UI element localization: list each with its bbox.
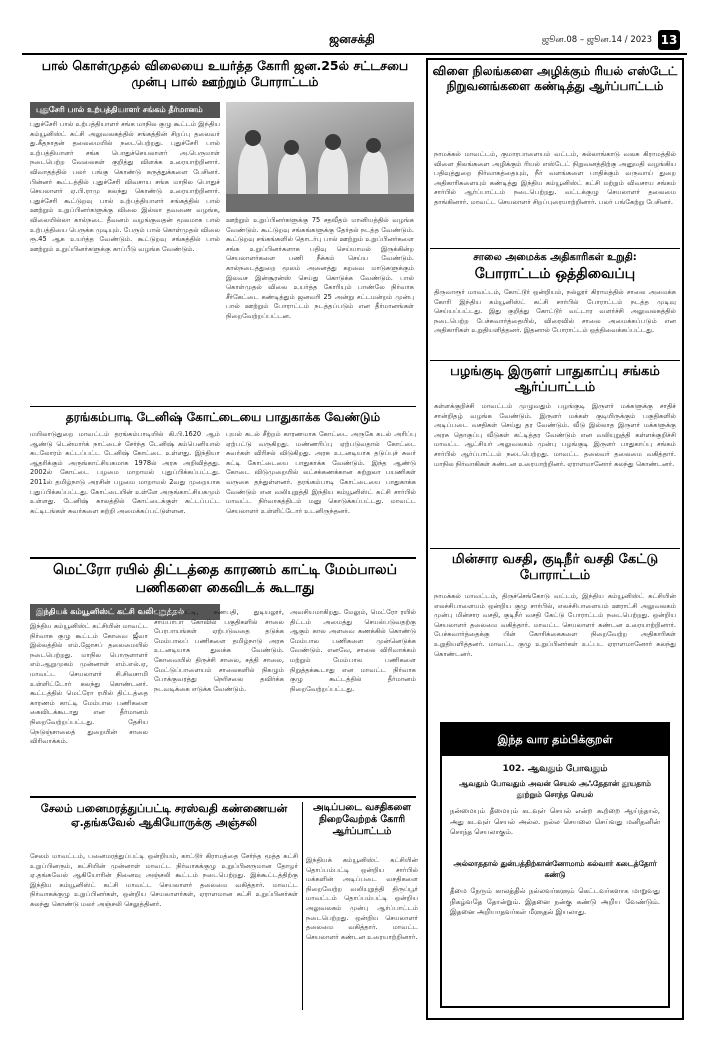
saravathi-headline: சேலம் பனைமரத்துப்பட்டி சரஸ்வதி கண்ணையன் ஏ.தங்கவேல் ஆகியோருக்கு அஞ்சலி — [40, 802, 288, 829]
real-estate-headline: விளை நிலங்களை அழிக்கும் ரியல் எஸ்டேட் நிறுவனங்களை கண்டித்து ஆர்ப்பாட்டம் — [432, 64, 678, 93]
tribal-body: கள்ளக்குறிச்சி மாவட்டம் முழுவதும் பழங்குடி இருளர் மக்களுக்கு சாதிச் சான்றிதழ் வழங்க வேண்டும். இருளர் மக்கள் குடியிருக்கும் பகுதிகளில் அடிப்படை வசதிகள் செய்து தர வேண்டும். வீடு இல்லாத இருளர் மக்களுக்கு அரசு தொகுப்பு வீடுகள் கட்டித்தர வேண்டும் என வலியுறுத்தி கள்ளக்குறிச்சி மாவட்ட ஆட்சியர் அலுவலகம் முன்பு பழங்குடி இருளர் பாதுகாப்பு சங்கம் சார்பில் ஆர்ப்பாட்டம் நடைபெற்றது. மாவட்ட தலைவர் தலைமை வகித்தார். மாநில நிர்வாகிகள் கண்டன உரையாற்றினர். ஏராளமானோர் கலந்து கொண்டனர். — [434, 402, 676, 468]
divider-r3 — [430, 548, 680, 549]
road-headline: போராட்டம் ஒத்திவைப்பு — [474, 266, 636, 282]
divider-3 — [30, 796, 416, 798]
kural-number: 102. ஆவதும் போவதும் — [502, 764, 608, 774]
kural-verse-1: ஆவதும் போவதும் அவன் செயல் அஃதேதான் தூயதாம் தூற்றும் சொந்த செயல் — [459, 779, 651, 799]
masthead-rule — [22, 53, 687, 55]
power-headline: மின்சார வசதி, குடிநீர் வசதி கேட்டு போராட்டம் — [451, 552, 659, 584]
metro-banner: இந்தியக் கம்யூனிஸ்ட் கட்சி வலியுறுத்தல் — [30, 604, 220, 620]
road-body: திருவாரூர் மாவட்டம், கோட்டூர் ஒன்றியம், நல்லூர் கிராமத்தில் சாலை அமைக்க கோரி இந்திய கம்யூனிஸ்ட் கட்சி சார்பில் போராட்டம் நடத்த முடிவு செய்யப்பட்டது. இது குறித்து கோட்டூர் வட்டார வளர்ச்சி அலுவலகத்தில் நடைபெற்ற பேச்சுவார்த்தையில், விரைவில் சாலை அமைக்கப்படும் என அதிகாரிகள் உறுதியளித்தனர். இதனால் போராட்டம் ஒத்திவைக்கப்பட்டது. — [434, 288, 676, 335]
metro-headline: மெட்ரோ ரயில் திட்டத்தை காரணம் காட்டி மேம்பாலப் பணிகளை கைவிடக் கூடாது — [52, 562, 397, 596]
kural-box — [440, 722, 670, 1008]
basic-body: இந்தியக் கம்யூனிஸ்ட் கட்சியின் தொப்பம்பட்டி ஒன்றிய சார்பில் மக்களின் அடிப்படை வசதிகளை நிறைவேற்ற வலியுறுத்தி திருப்பூர் மாவட்டம் தொப்பம்பட்டி ஒன்றிய அலுவலகம் முன்பு ஆர்ப்பாட்டம் நடைபெற்றது. ஒன்றிய செயலாளர் தலைமை வகித்தார். மாவட்ட செயலாளர் கண்டன உரையாற்றினார். — [306, 856, 418, 941]
kural-verse-2: அல்லாததால் துன்பத்திற்கான்னோமாம் கல்வார் கடைத்தோர் கண்டு — [453, 859, 657, 879]
basic-headline: அடிப்படை வசதிகளை நிறைவேற்றக் கோரி ஆர்ப்பாட்டம் — [313, 802, 411, 837]
tennis-col1: மயிலாடுதுறை மாவட்டம் தரங்கம்பாடியில் கி.பி.1620 ஆம் ஆண்டு டென்மார்க் நாட்டைச் சேர்ந்த டேனிஷ் கம்பெனியால் கடலோரம் கட்டப்பட்ட டேனிஷ் கோட்டை உள்ளது. இந்தியா ஆதரிக்கும் அருங்காட்சியகமாக 1978ல் அரசு அறிவித்தது. 2002ல் கோட்டை பழமை மாறாமல் புதுப்பிக்கப்பட்டது. 2011ல் தமிழ்நாடு அரசின் பழமை மாறாமல் 2வது முறையாக புதுப்பிக்கப்பட்டது. கோட்டையின் உள்ளே அருங்காட்சியகமும் உள்ளது. டேனிஷ் காலத்தில் கோட்டைக்குள் கட்டப்பட்ட கட்டிடங்கள் சுவர்களை சுற்றி அமைக்கப்பட்டுள்ளன. — [30, 430, 220, 515]
metro-col2: சரவணம்பட்டி, கணபதி, துடியலூர், சாய்பாபா கோவில் பகுதிகளில் சாலை பேரபாயங்கள் ஏற்படுவதை தடுக்க மேம்பாலப் பணிகளை தமிழ்நாடு அரசு உடனடியாக துவக்க வேண்டும். கோவையில் திருச்சி சாலை, சத்தி சாலை, மேட்டுப்பாளையம் சாலைகளில் நிகழும் போக்குவரத்து நெரிசலை தவிர்க்க நடவடிக்கை எடுக்க வேண்டும். — [154, 608, 284, 693]
tennis-col2: புயல் கடல் சீற்றம் காரணமாக கோட்டை அருகே கடல் அரிப்பு ஏற்பட்டு வருகிறது. மண்ணரிப்பு ஏற்படுவதால் கோட்டை சுவர்கள் விரிசல் விடுகிறது. அரசு உடனடியாக தடுப்புச் சுவர் கட்டி கோட்டையை பாதுகாக்க வேண்டும். இந்த ஆண்டு கோடை விடுமுறையில் லட்சக்கணக்கான சுற்றுலா பயணிகள் வருகை தந்துள்ளனர். தரங்கம்பாடி கோட்டையை பாதுகாக்க வேண்டும் என வலியுறுத்தி இந்திய கம்யூனிஸ்ட் கட்சி சார்பில் மாவட்ட நிர்வாகத்திடம் மனு கொடுக்கப்பட்டது. மாவட்ட செயலாளர் உள்ளிட்டோர் உடனிருந்தனர். — [226, 430, 416, 515]
divider-r1 — [430, 248, 680, 249]
masthead — [22, 30, 687, 52]
kural-prose-2: தீமை நேரும் காலத்தில் நல்லவர்களும் கெட்டவர்களாக மாறுவது நிகழ்வதே தோன்றும். இதனை நன்கு கண்டு அறிய வேண்டும். இதனை அறியாதவர்கள் மீளுதல் இயலாது. — [450, 887, 660, 916]
paper-name: ஜனசக்தி — [329, 32, 375, 46]
milk-banner: புதுசேரி பால் உற்பத்தியாளர் சங்கம் தீர்மானம் — [30, 102, 220, 118]
tribal-headline: பழங்குடி இருளர் பாதுகாப்பு சங்கம் ஆர்ப்பாட்டம் — [450, 364, 660, 396]
road-headline-small: சாலை அமைக்க அதிகாரிகள் உறுதி: — [473, 252, 637, 263]
power-body: நாமக்கல் மாவட்டம், திருச்செங்கோடு வட்டம், இந்திய கம்யூனிஸ்ட் கட்சியின் எலச்சிபாளையம் ஒன்றிய குழு சார்பில், எலச்சிபாளையம் ஊராட்சி அலுவலகம் முன்பு மின்சார வசதி, குடிநீர் வசதி கேட்டு போராட்டம் நடைபெற்றது. ஒன்றிய செயலாளர் தலைமை வகித்தார். மாவட்ட செயலாளர் கண்டன உரையாற்றினார். பேச்சுவார்த்தைக்கு பின் கோரிக்கைகளை நிறைவேற்ற அதிகாரிகள் உறுதியளித்தனர். மாவட்ட குழு உறுப்பினர்கள் உட்பட ஏராளமானோர் கலந்து கொண்டனர். — [434, 592, 676, 658]
date-range: ஜூன.08 – ஜூன.14 / 2023 — [541, 35, 652, 45]
tennis-headline: தரங்கம்பாடி டேனிஷ் கோட்டையை பாதுகாக்க வேண்டும் — [65, 410, 381, 424]
saravathi-body: சேலம் மாவட்டம், பனைமரத்துப்பட்டி ஒன்றியம், காட்டூர் கிராமத்தை சேர்ந்த மூத்த கட்சி உறுப்பினரும், கட்சியின் முன்னாள் மாவட்ட நிர்வாகக்குழு உறுப்பினருமான தோழர் ஏ.தங்கவேல் ஆகியோரின் நினைவு அஞ்சலி கூட்டம் நடைபெற்றது. இக்கூட்டத்திற்கு இந்திய கம்யூனிஸ்ட் கட்சி மாவட்ட செயலாளர் தலைமை வகித்தார். மாவட்ட நிர்வாகக்குழு உறுப்பினர்கள், ஒன்றிய செயலாளர்கள், ஏராளமான கட்சி உறுப்பினர்கள் கலந்து கொண்டு மலர் அஞ்சலி செலுத்தினர். — [30, 852, 298, 908]
divider-r2 — [430, 360, 680, 361]
metro-col3: அவசியமாகிறது. மேலும், மெட்ரோ ரயில் திட்டம் அமைத்து செயல்படுவதற்கு ஆகும் கால அளவை கணக்கில் கொண்டு மேம்பால பணிகளை முன்னெடுக்க வேண்டும். எனவே, சாலை விரிவாக்கம் மற்றும் மேம்பால பணிகளை நிறுத்தக்கூடாது என மாவட்ட நிர்வாக குழு கூட்டத்தில் தீர்மானம் நிறைவேற்றப்பட்டது. — [290, 608, 416, 693]
milk-col2: ஊற்றும் உறுப்பினர்களுக்கு 75 சதவீதம் மானியத்தில் வழங்க வேண்டும். கூட்டுறவு சங்கங்களுக்கு தேர்தல் நடத்த வேண்டும். கூட்டுறவு சங்கங்களில் தொடர்பு பால் ஊற்றும் உறுப்பினர்களை சங்க உறுப்பினர்களாக பதிவு செய்யாமல் இருக்கின்ற செயலாளர்களை பணி நீக்கம் செய்ய வேண்டும். கால்நடைத்துறை மூலம் அனைத்து கறவை மாடுகளுக்கும் இலவச இன்சூரன்ஸ் செய்து கொடுக்க வேண்டும். பால் கொள்முதல் விலை உயர்த்த கோரியும் பாண்லே நிர்வாக சீர்கேட்டை கண்டித்தும் ஜனவரி 25 அன்று சட்டமன்றம் முன்பு பால் ஊற்றும் போராட்டம் நடத்தப்படும் என தீர்மானங்கள் நிறைவேற்றப்பட்டன. — [226, 216, 414, 320]
meeting-photo — [226, 102, 414, 212]
divider-2 — [30, 557, 416, 559]
milk-col1: புதுச்சேரி பால் உற்பத்தியாளர் சங்க மாநில குழு கூட்டம் இந்திய கம்யூனிஸ்ட் கட்சி அலுவலகத்தில் சங்கத்தின் சிறப்பு தலைவர் து.கீதநாதன் தலைமையில் நடைபெற்றது. புதுச்சேரி பால் உற்பத்தியாளர் சங்க பொதுச்செயலாளர் அ.பெருமாள் நடைபெற்ற வேலைகள் குறித்து விளக்க உரையாற்றினார். விவாதத்தில் பலர் பங்கு கொண்டு கருத்துக்களை பேசினர். பின்னர் கூட்டத்தில் புதுச்சேரி விவசாய சங்க மாநில பொதுச் செயலாளர் ஏ.பி.ராமு கலந்து கொண்டு உரையாற்றினார். புதுச்சேரி கூட்டுறவு பால் உற்பத்தியாளர் சங்கத்தில் பால் ஊற்றும் உறுப்பினர்களுக்கு விலை இல்லா தவணை வழங்க, விலையில்லா கால்நடை தீவனம் வழங்குவதன் மூலமாக பால் உற்பத்தியை பெருக்க முடியும். பேரும் பால் கொள்முதல் விலை ரூ.45 ஆக உயர்த்த வேண்டும். கூட்டுறவு சங்கத்தில் பால் ஊற்றும் உறுப்பினர்களுக்கு காப்பீடு வழங்க வேண்டும். — [30, 120, 220, 253]
metro-col1: இந்திய கம்யூனிஸ்ட் கட்சியின் மாவட்ட நிர்வாக குழு கூட்டம் கோவை ஜீவா இல்லத்தில் எம்.ஜோசப் தலைமையில் நடைபெற்றது. மாநில பொருளாளர் எம்.ஆறுமுகம் முன்னாள் எம்.எல்.ஏ, மாவட்ட செயலாளர் சி.சிவசாமி உள்ளிட்டோர் கலந்து கொண்டனர். கூட்டத்தில் மெட்ரோ ரயில் திட்டத்தை காரணம் காட்டி மேம்பால பணிகளை கைவிடக்கூடாது என தீர்மானம் நிறைவேற்றப்பட்டது. தேசிய நெடுஞ்சாலைத் துறையின் சாலை விரிவாக்கம். — [30, 622, 148, 746]
divider-1 — [30, 406, 416, 407]
real-estate-body: நாமக்கல் மாவட்டம், குமாரபாளையம் வட்டம், கல்லாங்காடு வலசு கிராமத்தில் விளை நிலங்களை அழிக்கும் ரியல் எஸ்டேட் நிறுவனத்திற்கு அனுமதி வழங்கிய பதிவுத்துறை நிர்வாகத்தையும், நீர் வளங்களை பாதிக்கும் வருவாய் துறை அதிகாரிகளையும் கண்டித்து இந்திய கம்யூனிஸ்ட் கட்சி மற்றும் விவசாய சங்கம் சார்பில் ஆர்ப்பாட்டம் நடைபெற்றது. வட்டக்குழு செயலாளர் தலைமை தாங்கினார். மாவட்ட செயலாளர் சிறப்புரையாற்றினார். பலர் பங்கேற்று பேசினர். — [434, 150, 676, 206]
kural-title: இந்த வார தம்பிக்குறள் — [442, 724, 668, 756]
page-number: 13 — [658, 30, 680, 50]
milk-headline: பால் கொள்முதல் விலையை உயர்த்த கோரி ஜன.25ல் சட்டசபை முன்பு பால் ஊற்றும் போராட்டம் — [41, 58, 409, 89]
divider-4 — [302, 802, 303, 1010]
kural-prose-1: நன்மையும் தீமையும் கடவுள் செயல் என்ற கூற்றை ஆய்ந்தால், அது கடவுள் செயல் அல்ல. நல்ல செயலை செய்வது மனிதனின் சொந்த செயலாகும். — [450, 807, 660, 836]
